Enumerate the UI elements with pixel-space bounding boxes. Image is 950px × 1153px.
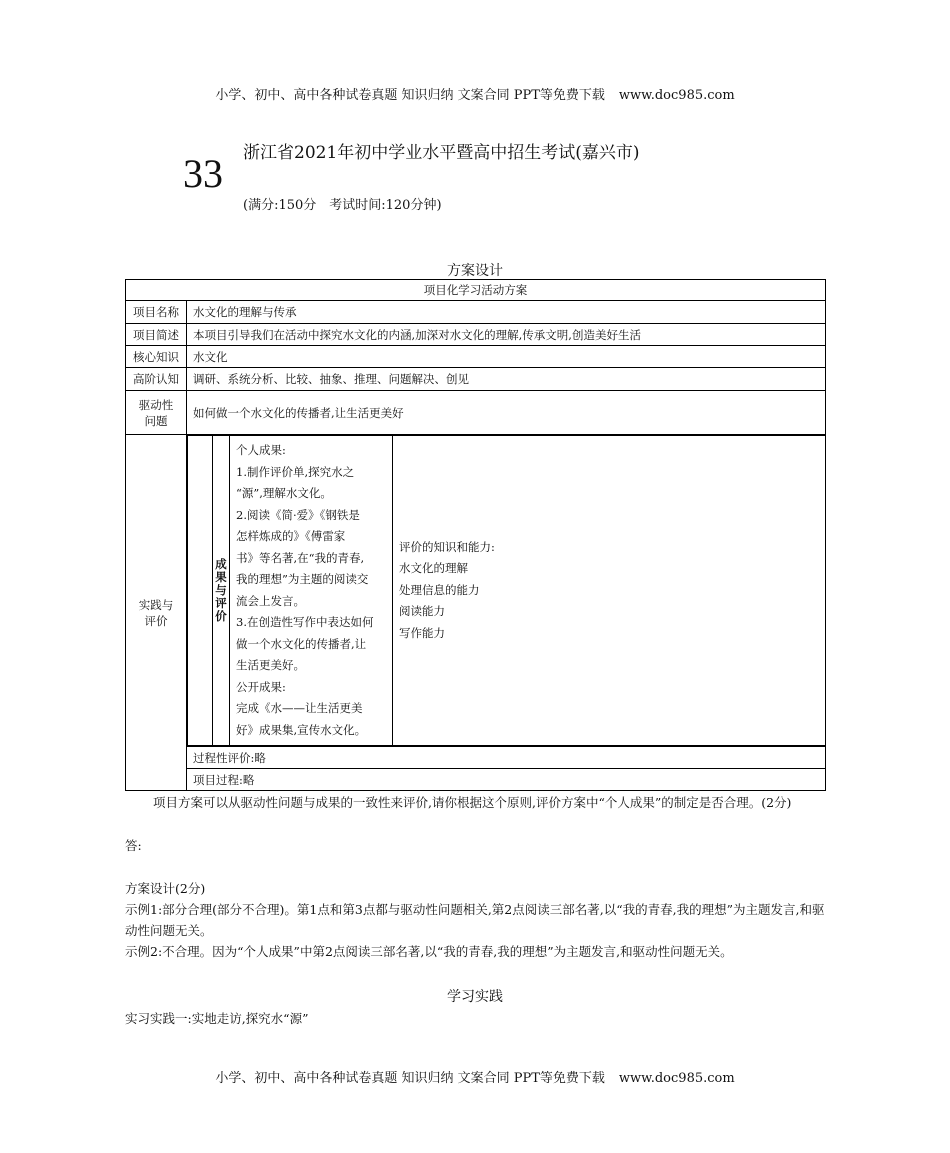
table-caption: 项目化学习活动方案 bbox=[126, 280, 826, 301]
individual-line: 生活更美好。 bbox=[236, 658, 305, 672]
practice-label: 实践与评价 bbox=[126, 435, 187, 791]
row-value: 本项目引导我们在活动中探究水文化的内涵,加深对水文化的理解,传承文明,创造美好生活 bbox=[187, 324, 826, 346]
row-value: 水文化 bbox=[187, 346, 826, 368]
practice-one: 实习实践一:实地走访,探究水“源” bbox=[125, 1011, 309, 1026]
row-label: 项目名称 bbox=[126, 301, 187, 324]
footer-text: 小学、初中、高中各种试卷真题 知识归纳 文案合同 PPT等免费下载 bbox=[215, 1071, 605, 1086]
practice-title: 学习实践 bbox=[447, 989, 503, 1005]
design-heading: 方案设计(2分) bbox=[125, 881, 206, 896]
header-text: 小学、初中、高中各种试卷真题 知识归纳 文案合同 PPT等免费下载 bbox=[215, 88, 605, 103]
row-value: 水文化的理解与传承 bbox=[187, 301, 826, 324]
individual-line: 1.制作评价单,探究水之 bbox=[236, 464, 355, 479]
individual-line: 做一个水文化的传播者,让 bbox=[236, 636, 367, 651]
ability-list bbox=[393, 436, 826, 746]
score-line: (满分:150分 考试时间:120分钟) bbox=[243, 198, 442, 213]
individual-line: 流会上发言。 bbox=[236, 593, 305, 608]
row-label: 项目简述 bbox=[126, 324, 187, 346]
ability-line: 处理信息的能力 bbox=[399, 582, 480, 597]
process-eval: 过程性评价:略 bbox=[187, 747, 826, 769]
row-label: 高阶认知 bbox=[126, 368, 187, 391]
page-header bbox=[0, 84, 950, 103]
section-title: 方案设计 bbox=[447, 263, 503, 279]
example-1: 示例1:部分合理(部分不合理)。第1点和第3点都与驱动性问题相关,第2点阅读三部名著,以“我的青春,我的理想”为主题发言,和驱动性问题无关。 bbox=[125, 902, 825, 938]
exam-title: 浙江省2021年初中学业水平暨高中招生考试(嘉兴市) bbox=[243, 143, 640, 163]
ability-line: 水文化的理解 bbox=[399, 561, 468, 576]
individual-line: 书》等名著,在“我的青春, bbox=[236, 550, 365, 565]
driving-question-value: 如何做一个水文化的传播者,让生活更美好 bbox=[187, 391, 826, 435]
ability-line: 评价的知识和能力: bbox=[399, 539, 495, 554]
question-text: 项目方案可以从驱动性问题与成果的一致性来评价,请你根据这个原则,评价方案中“个人成果”的制定是否合理。(2分) bbox=[153, 795, 792, 810]
project-process: 项目过程:略 bbox=[187, 769, 826, 791]
individual-line: 怎样炼成的》《傅雷家 bbox=[236, 529, 346, 543]
practice-cell bbox=[187, 435, 826, 747]
spacer bbox=[188, 436, 213, 746]
individual-results bbox=[230, 436, 393, 746]
individual-line: 完成《水——让生活更美 bbox=[236, 701, 363, 715]
row-value: 调研、系统分析、比较、抽象、推理、问题解决、创见 bbox=[187, 368, 826, 391]
individual-line: 好》成果集,宣传水文化。 bbox=[236, 722, 367, 737]
ability-line: 写作能力 bbox=[399, 625, 445, 640]
practice-inner-table bbox=[187, 435, 825, 746]
individual-line: 2.阅读《简·爱》《钢铁是 bbox=[236, 507, 360, 522]
ability-line: 阅读能力 bbox=[399, 604, 445, 619]
driving-question-label: 驱动性问题 bbox=[126, 391, 187, 435]
answer-label: 答: bbox=[125, 838, 142, 853]
plan-table bbox=[125, 279, 826, 791]
example-2: 示例2:不合理。因为“个人成果”中第2点阅读三部名著,以“我的青春,我的理想”为主题发言,和驱动性问题无关。 bbox=[125, 944, 733, 959]
individual-line: “源”,理解水文化。 bbox=[236, 486, 332, 500]
individual-line: 我的理想”为主题的阅读交 bbox=[236, 572, 369, 586]
page-footer bbox=[0, 1067, 950, 1086]
individual-line: 公开成果: bbox=[236, 679, 286, 694]
result-eval-label bbox=[213, 436, 230, 746]
page-number: 33 bbox=[183, 151, 223, 196]
row-label: 核心知识 bbox=[126, 346, 187, 368]
individual-line: 个人成果: bbox=[236, 443, 286, 457]
vertical-label: 成果与评价 bbox=[215, 557, 227, 623]
header-url[interactable]: www.doc985.com bbox=[618, 88, 735, 103]
individual-line: 3.在创造性写作中表达如何 bbox=[236, 615, 374, 629]
footer-url[interactable]: www.doc985.com bbox=[618, 1071, 735, 1086]
